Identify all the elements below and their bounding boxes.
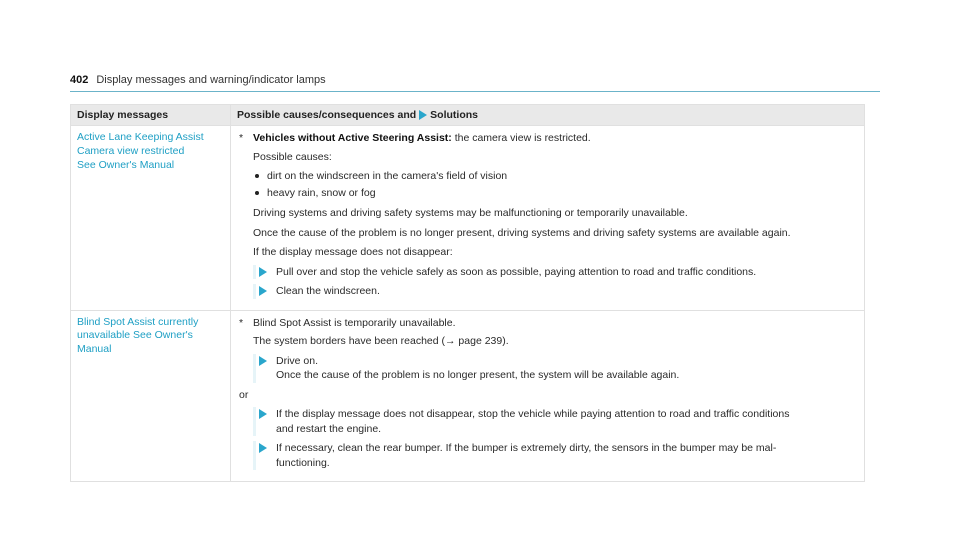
step-text: functioning. (276, 456, 330, 469)
or-label: or (239, 388, 249, 401)
solution-cell-lane-keeping (231, 126, 865, 310)
list-item (255, 169, 856, 183)
message-line: Blind Spot Assist currently (77, 315, 199, 328)
lead-bold: Vehicles without Active Steering Assist: (253, 132, 452, 145)
header-title: Display messages and warning/indicator lamps (96, 74, 326, 86)
lead-line (239, 316, 856, 330)
step-item (253, 441, 856, 470)
bullet-dot-icon (255, 174, 259, 178)
step-item (253, 407, 856, 436)
step-text: If necessary, clean the rear bumper. If the bumper is extremely dirty, the sensors in the bumper may be mal- (276, 442, 777, 455)
solutions-tail-label: Solutions (430, 109, 479, 121)
step-item (253, 284, 856, 298)
paragraph: Driving systems and driving safety systems may be malfunctioning or temporarily unavailable. (253, 207, 688, 220)
column-header-messages: Display messages (71, 105, 231, 126)
step-arrow-icon (259, 267, 267, 277)
step-text: Pull over and stop the vehicle safely as soon as possible, paying attention to road and traffic conditions. (276, 265, 757, 278)
step-text: Once the cause of the problem is no longer present, the system will be available again. (276, 369, 680, 382)
step-item (253, 354, 856, 383)
step-arrow-icon (259, 409, 267, 419)
page-header (70, 73, 880, 92)
arrow-triangle-icon (419, 110, 427, 120)
page-number: 402 (70, 74, 89, 86)
possible-causes-label: Possible causes: (253, 150, 332, 163)
table-header-row (71, 105, 865, 126)
asterisk: * (239, 316, 244, 329)
step-arrow-icon (259, 286, 267, 296)
solutions-label: Possible causes/consequences and (237, 109, 417, 121)
paragraph: Once the cause of the problem is no longer present, driving systems and driving safety systems are available again. (253, 226, 791, 239)
message-line: Manual (77, 343, 112, 356)
message-line: See Owner's Manual (77, 158, 175, 171)
message-line: Active Lane Keeping Assist (77, 131, 204, 144)
bullet-dot-icon (255, 191, 259, 195)
asterisk: * (239, 132, 244, 145)
step-arrow-icon (259, 356, 267, 366)
bullet-text: heavy rain, snow or fog (267, 186, 376, 199)
lead-text: the camera view is restricted. (451, 132, 591, 145)
step-text: If the display message does not disappear, stop the vehicle while paying attention to road and traffic conditions (276, 408, 790, 421)
step-text: and restart the engine. (276, 422, 382, 435)
table-row (71, 126, 865, 310)
step-text: Drive on. (276, 354, 319, 367)
step-arrow-icon (259, 443, 267, 453)
list-item (255, 186, 856, 200)
message-cell-lane-keeping (71, 126, 231, 310)
solution-cell-blind-spot (231, 310, 865, 481)
message-line: unavailable See Owner's (77, 329, 193, 342)
lead-line (239, 131, 856, 145)
step-text: Clean the windscreen. (276, 285, 380, 298)
column-header-solutions (231, 105, 865, 126)
lead-text: Blind Spot Assist is temporarily unavailable. (253, 316, 456, 329)
display-messages-table (70, 104, 865, 482)
table-row (71, 310, 865, 481)
system-borders-text: The system borders have been reached (→ page 239). (253, 335, 509, 348)
bullet-text: dirt on the windscreen in the camera's field of vision (267, 170, 508, 183)
message-cell-blind-spot (71, 310, 231, 481)
message-line: Camera view restricted (77, 145, 185, 158)
step-item (253, 265, 856, 279)
paragraph: If the display message does not disappear: (253, 246, 453, 259)
